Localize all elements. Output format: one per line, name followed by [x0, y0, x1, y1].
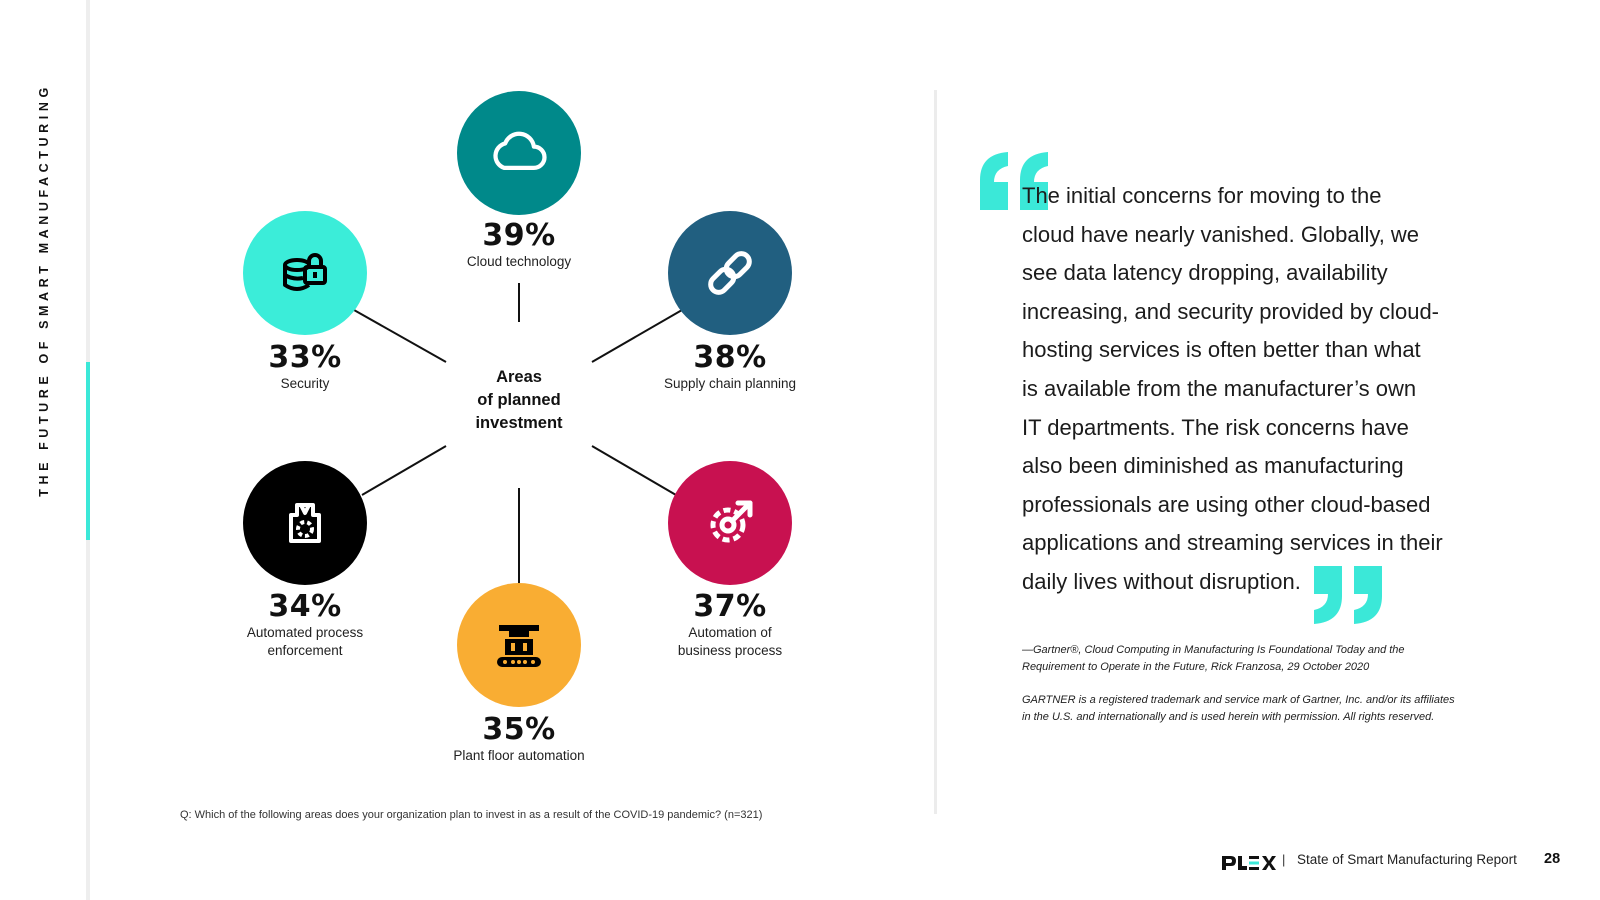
business-process-label: Automation of business process — [677, 625, 783, 658]
security-badge — [243, 211, 367, 335]
survey-question-footnote: Q: Which of the following areas does your organization plan to invest in as a result of the COVID-19 pandemic? (n=321) — [180, 809, 763, 821]
database-lock-icon — [273, 241, 337, 305]
gear-arrow-icon — [698, 491, 762, 555]
business-process-percent: 37% — [693, 589, 767, 624]
footer-separator: | — [1282, 852, 1286, 867]
gartner-quote: The initial concerns for moving to the cloud have nearly vanished. Globally, we see data latency dropping, availability increasing, and security provided by cloud- hosting services is often better than what is available from the manufacturer’s own IT departments. The risk concerns have also been diminished as manufacturing professionals are using other cloud-based applications and streaming services in their daily lives without disruption. — [1022, 183, 1443, 594]
supply-chain-label: Supply chain planning — [663, 376, 797, 391]
spoke-automated-process — [362, 446, 446, 495]
spoke-automation-business — [592, 446, 676, 495]
security-label: Security — [280, 376, 330, 391]
plant-floor-percent: 35% — [482, 712, 556, 747]
process-enforcement-badge — [243, 461, 367, 585]
plant-floor-label: Plant floor automation — [453, 748, 585, 763]
security-percent: 33% — [268, 340, 342, 375]
sidebar-title: THE FUTURE OF SMART MANUFACTURING — [37, 83, 51, 497]
report-title: State of Smart Manufacturing Report — [1297, 852, 1517, 867]
supply-chain-badge — [668, 211, 792, 335]
trademark-notice: GARTNER is a registered trademark and service mark of Gartner, Inc. and/or its affiliates in the U.S. and internationally and is used herein with permission. All rights reserved. — [1022, 694, 1455, 723]
quote-citation: —Gartner®, Cloud Computing in Manufacturing Is Foundational Today and the Requirement to Operate in the Future, Rick Franzosa, 29 October 2020 — [1022, 644, 1405, 673]
supply-chain-percent: 38% — [693, 340, 767, 375]
factory-machine-icon — [487, 613, 551, 677]
cloud-technology-percent: 39% — [482, 218, 556, 253]
plex-logo-mark — [1222, 856, 1276, 870]
robot-head-icon — [273, 491, 337, 555]
plex-logo — [1222, 853, 1276, 873]
page-number: 28 — [1544, 851, 1561, 867]
chart-center-label: Areas of planned investment — [475, 368, 563, 432]
cloud-technology-label: Cloud technology — [466, 254, 572, 269]
plant-floor-badge — [457, 583, 581, 707]
column-divider — [934, 90, 937, 814]
link-icon — [698, 241, 762, 305]
cloud-technology-badge — [457, 91, 581, 215]
business-process-badge — [668, 461, 792, 585]
process-enforcement-percent: 34% — [268, 589, 342, 624]
cloud-icon — [485, 119, 553, 187]
process-enforcement-label: Automated process enforcement — [246, 625, 364, 658]
